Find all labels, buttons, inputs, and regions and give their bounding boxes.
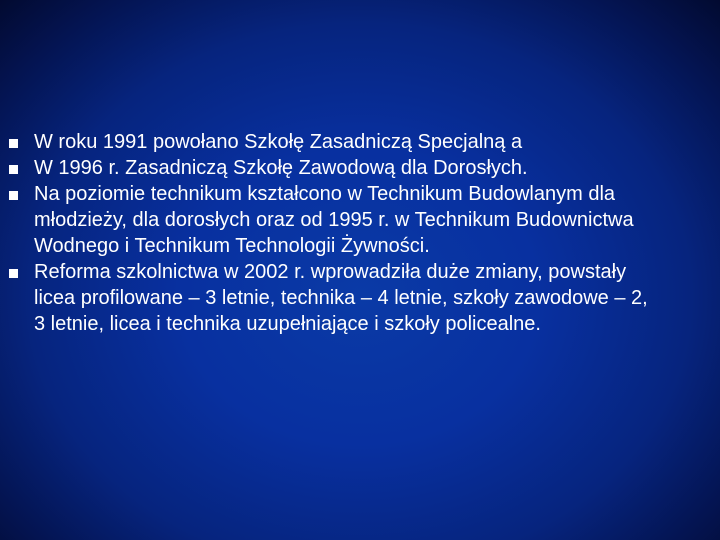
square-bullet-icon <box>9 269 18 278</box>
square-bullet-icon <box>9 191 18 200</box>
bullet-item <box>0 155 664 181</box>
bullet-item <box>0 181 664 259</box>
square-bullet-icon <box>9 139 18 148</box>
square-bullet-icon <box>9 165 18 174</box>
bullet-item <box>0 129 664 155</box>
bullet-text: W 1996 r. Zasadniczą Szkołę Zawodową dla Dorosłych. <box>34 157 528 179</box>
bullet-text: W roku 1991 powołano Szkołę Zasadniczą Specjalną a <box>34 131 523 153</box>
bullet-list <box>0 129 720 337</box>
bullet-text: Reforma szkolnictwa w 2002 r. wprowadziła duże zmiany, powstały licea profilowane – 3 letnie, technika – 4 letnie, szkoły zawodowe – 2, 3 letnie, licea i technika uzupełniające i szkoły policealne. <box>34 261 648 335</box>
bullet-text: Na poziomie technikum kształcono w Technikum Budowlanym dla młodzieży, dla dorosłych oraz od 1995 r. w Technikum Budownictwa Wodnego i Technikum Technologii Żywności. <box>34 183 634 257</box>
bullet-item <box>0 259 664 337</box>
